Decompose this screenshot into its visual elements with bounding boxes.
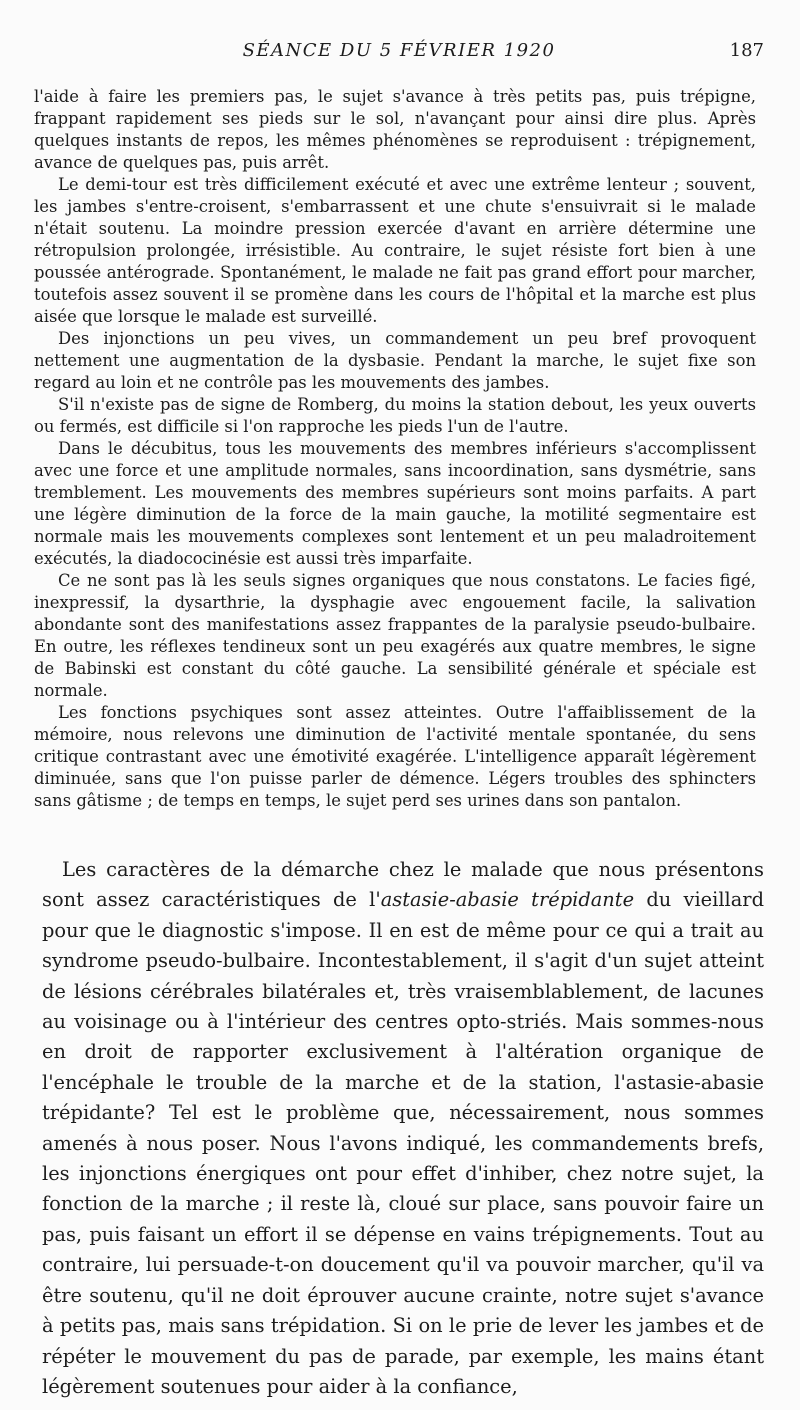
italic-term: astasie-abasie trépidante (380, 888, 635, 912)
discussion-text-start: Les caractères de la démarche chez le malade que nous présentons sont assez caractéristiques de l' (42, 858, 764, 912)
paragraph-psychic-functions: Les fonctions psychiques sont assez atteintes. Outre l'affaiblissement de la mémoire, nous relevons une diminution de l'activité mentale spontanée, du sens critique contrastant avec une émotivité exagérée. L'intelligence apparaît légèrement diminuée, sans que l'on puisse parler de démence. Légers troubles des sphincters sans gâtisme ; de temps en temps, le sujet perd ses urines dans son pantalon. (34, 703, 756, 810)
running-title: SÉANCE DU 5 FÉVRIER 1920 (242, 40, 556, 61)
discussion (42, 855, 764, 1402)
paragraph-discussion (42, 855, 764, 1402)
discussion-text-rest: du vieillard pour que le diagnostic s'impose. Il en est de même pour ce qui a trait au syndrome pseudo-bulbaire. Incontestablement, il s'agit d'un sujet atteint de lésions cérébrales bilatérales et, très vraisemblablement, de lacunes au voisinage ou à l'intérieur des centres opto-striés. Mais sommes-nous en droit de rapporter exclusivement à l'altération organique de l'encéphale le trouble de la marche et de la station, l'astasie-abasie trépidante? Tel est le problème que, nécessairement, nous sommes amenés à nous poser. Nous l'avons indiqué, les commandements brefs, les injonctions énergiques ont pour effet d'inhiber, chez notre sujet, la fonction de la marche ; il reste là, cloué sur place, sans pouvoir faire un pas, puis faisant un effort il se dépense en vains trépignements. Tout au contraire, lui persuade-t-on doucement qu'il va pouvoir marcher, qu'il va être soutenu, qu'il ne doit éprouver aucune crainte, notre sujet s'avance à petits pas, mais sans trépidation. Si on le prie de lever les jambes et de répéter le mouvement du pas de parade, par exemple, les mains étant légèrement soutenues pour aider à la confiance, (42, 888, 764, 1398)
case-description (34, 86, 756, 812)
paragraph-romberg: S'il n'existe pas de signe de Romberg, du moins la station debout, les yeux ouverts ou fermés, est difficile si l'on rapproche les pieds l'un de l'autre. (34, 395, 756, 436)
paragraph-gait-continuation: l'aide à faire les premiers pas, le sujet s'avance à très petits pas, puis trépigne, frappant rapidement ses pieds sur le sol, n'avançant pour ainsi dire plus. Après quelques instants de repos, les mêmes phénomènes se reproduisent : trépignement, avance de quelques pas, puis arrêt. (34, 87, 756, 172)
paragraph-injunctions: Des injonctions un peu vives, un commandement un peu bref provoquent nettement une augmentation de la dysbasie. Pendant la marche, le sujet fixe son regard au loin et ne contrôle pas les mouvements des jambes. (34, 329, 756, 392)
paragraph-decubitus: Dans le décubitus, tous les mouvements des membres inférieurs s'accomplissent avec une force et une amplitude normales, sans incoordination, sans dysmétrie, sans tremblement. Les mouvements des membres supérieurs sont moins parfaits. A part une légère diminution de la force de la main gauche, la motilité segmentaire est normale mais les mouvements complexes sont lentement et un peu maladroitement exécutés, la diadococinésie est aussi très imparfaite. (34, 439, 756, 568)
page-header (34, 40, 764, 66)
paragraph-organic-signs: Ce ne sont pas là les seuls signes organiques que nous constatons. Le facies figé, inexpressif, la dysarthrie, la dysphagie avec engouement facile, la salivation abondante sont des manifestations assez frappantes de la paralysie pseudo-bulbaire. En outre, les réflexes tendineux sont un peu exagérés aux quatre membres, le signe de Babinski est constant du côté gauche. La sensibilité générale et spéciale est normale. (34, 571, 756, 700)
page-number: 187 (729, 40, 764, 61)
paragraph-half-turn: Le demi-tour est très difficilement exécuté et avec une extrême lenteur ; souvent, les jambes s'entre-croisent, s'embarrassent et une chute s'ensuivrait si le malade n'était soutenu. La moindre pression exercée d'avant en arrière détermine une rétropulsion prolongée, irrésistible. Au contraire, le sujet résiste fort bien à une poussée antérograde. Spontanément, le malade ne fait pas grand effort pour marcher, toutefois assez souvent il se promène dans les cours de l'hôpital et la marche est plus aisée que lorsque le malade est surveillé. (34, 175, 756, 326)
